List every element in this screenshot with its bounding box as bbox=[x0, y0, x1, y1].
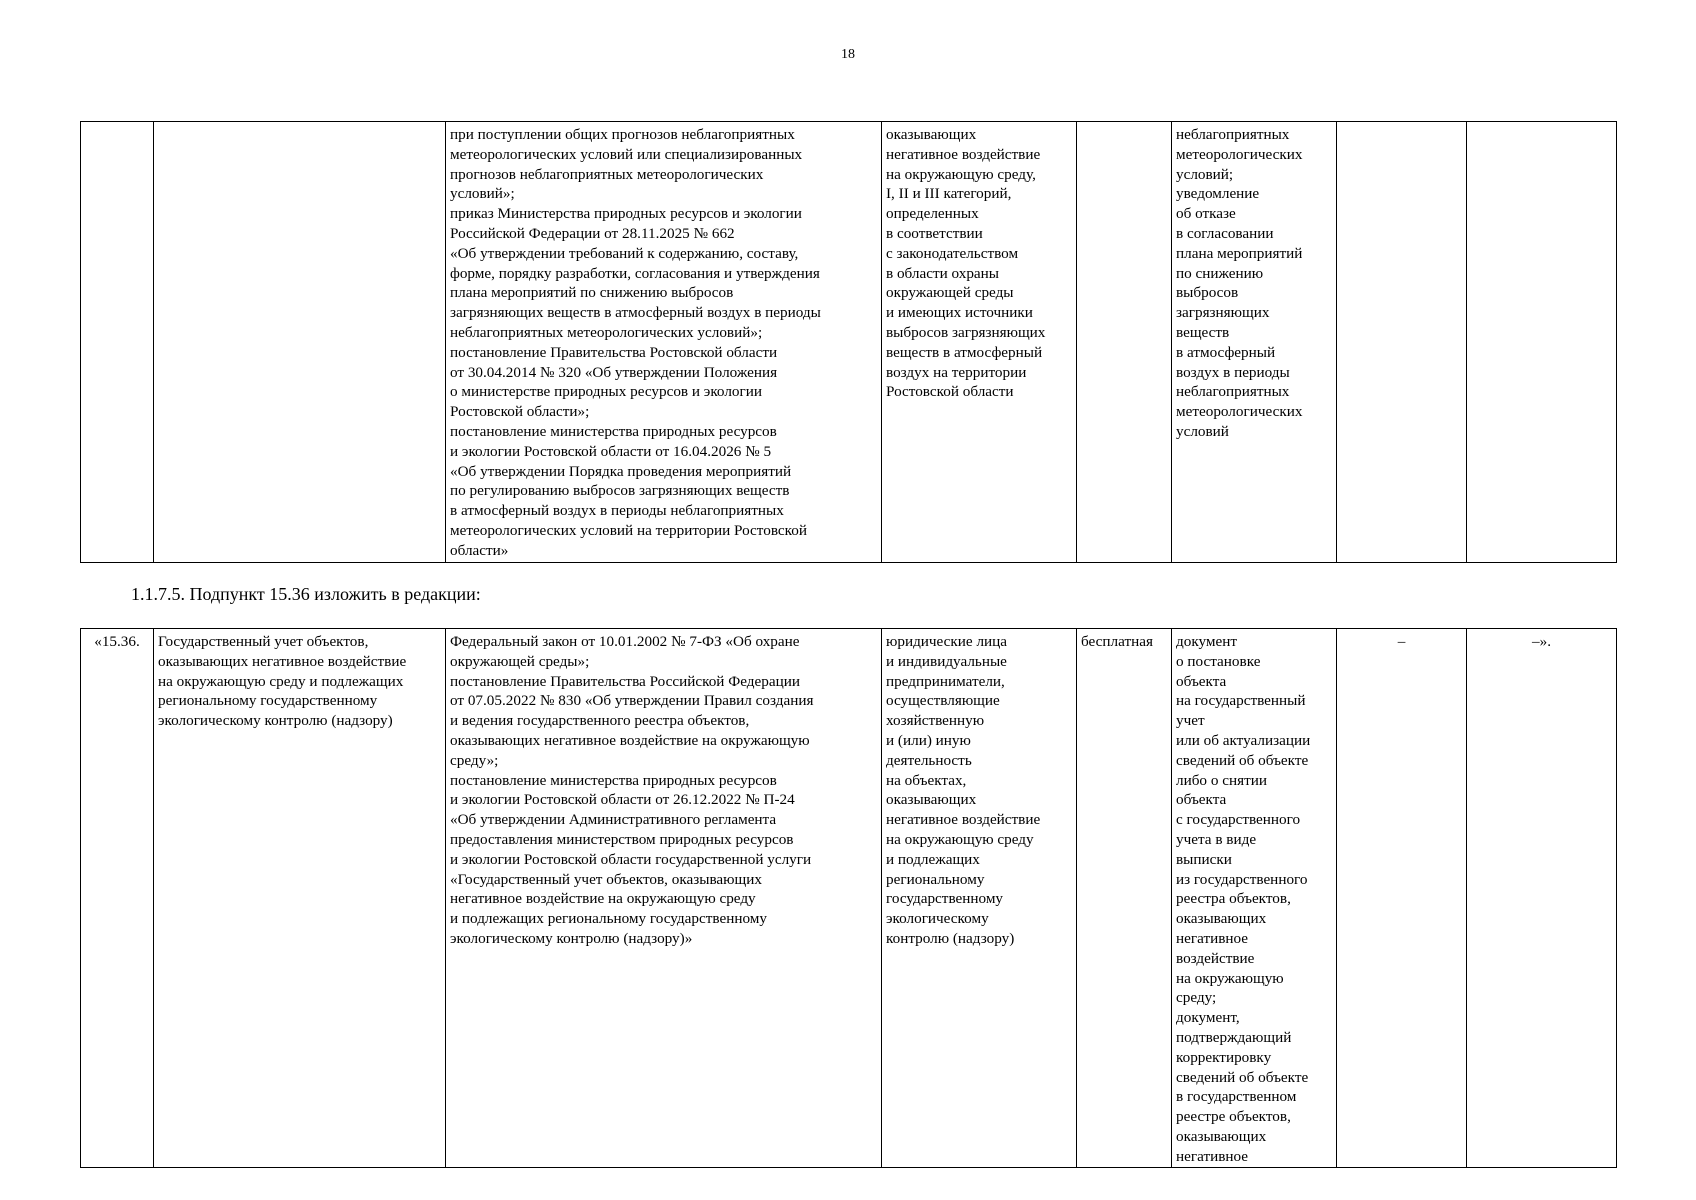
cell-applicants: юридические лица и индивидуальные предприниматели, осуществляющие хозяйственную и (или) иную деятельность на объектах, оказывающих негативное воздействие на окружающую среду и подлежащих региональному государственному экологическому контролю (надзору) bbox=[882, 629, 1077, 1168]
cell-number bbox=[81, 122, 154, 563]
cell-result: неблагоприятных метеорологических условий; уведомление об отказе в согласовании плана мероприятий по снижению выбросов загрязняющих веществ в атмосферный воздух в периоды неблагоприятных метеорологических условий bbox=[1172, 122, 1337, 563]
cell-legal-basis: при поступлении общих прогнозов неблагоприятных метеорологических условий или специализированных прогнозов неблагоприятных метеорологических условий»; приказ Министерства природных ресурсов и экологии Российской Федерации от 28.11.2025 № 662 «Об утверждении требований к содержанию, составу, форме, порядку разработки, согласования и утверждения плана мероприятий по снижению выбросов загрязняющих веществ в атмосферный воздух в периоды неблагоприятных метеорологических условий»; постановление Правительства Ростовской области от 30.04.2014 № 320 «Об утверждении Положения о министерстве природных ресурсов и экологии Ростовской области»; постановление министерства природных ресурсов и экологии Ростовской области от 16.04.2026 № 5 «Об утверждении Порядка проведения мероприятий по регулированию выбросов загрязняющих веществ в атмосферный воздух в периоды неблагоприятных метеорологических условий на территории Ростовской области» bbox=[446, 122, 882, 563]
cell-col7: – bbox=[1337, 629, 1467, 1168]
table-row bbox=[81, 629, 1617, 1168]
amendment-paragraph: 1.1.7.5. Подпункт 15.36 изложить в редакции: bbox=[131, 584, 481, 604]
cell-legal-basis: Федеральный закон от 10.01.2002 № 7-ФЗ «Об охране окружающей среды»; постановление Правительства Российской Федерации от 07.05.2022 № 830 «Об утверждении Правил создания и ведения государственного реестра объектов, оказывающих негативное воздействие на окружающую среду»; постановление министерства природных ресурсов и экологии Ростовской области от 26.12.2022 № П-24 «Об утверждении Административного регламента предоставления министерством природных ресурсов и экологии Ростовской области государственной услуги «Государственный учет объектов, оказывающих негативное воздействие на окружающую среду и подлежащих региональному государственному экологическому контролю (надзору)» bbox=[446, 629, 882, 1168]
table-new-edition bbox=[80, 628, 1617, 1168]
cell-col7 bbox=[1337, 122, 1467, 563]
cell-service-name: Государственный учет объектов, оказывающих негативное воздействие на окружающую среду и подлежащих региональному государственному экологическому контролю (надзору) bbox=[154, 629, 446, 1168]
cell-result: документ о постановке объекта на государственный учет или об актуализации сведений об объекте либо о снятии объекта с государственного учета в виде выписки из государственного реестра объектов, оказывающих негативное воздействие на окружающую среду; документ, подтверждающий корректировку сведений об объекте в государственном реестре объектов, оказывающих негативное bbox=[1172, 629, 1337, 1168]
table-row bbox=[81, 122, 1617, 563]
cell-service-name bbox=[154, 122, 446, 563]
cell-fee bbox=[1077, 122, 1172, 563]
cell-col8 bbox=[1467, 122, 1617, 563]
page-number: 18 bbox=[841, 47, 855, 62]
cell-col8: –». bbox=[1467, 629, 1617, 1168]
table-continued bbox=[80, 121, 1617, 563]
cell-applicants: оказывающих негативное воздействие на окружающую среду, I, II и III категорий, определенных в соответствии с законодательством в области охраны окружающей среды и имеющих источники выбросов загрязняющих веществ в атмосферный воздух на территории Ростовской области bbox=[882, 122, 1077, 563]
cell-number: «15.36. bbox=[81, 629, 154, 1168]
cell-fee: бесплатная bbox=[1077, 629, 1172, 1168]
